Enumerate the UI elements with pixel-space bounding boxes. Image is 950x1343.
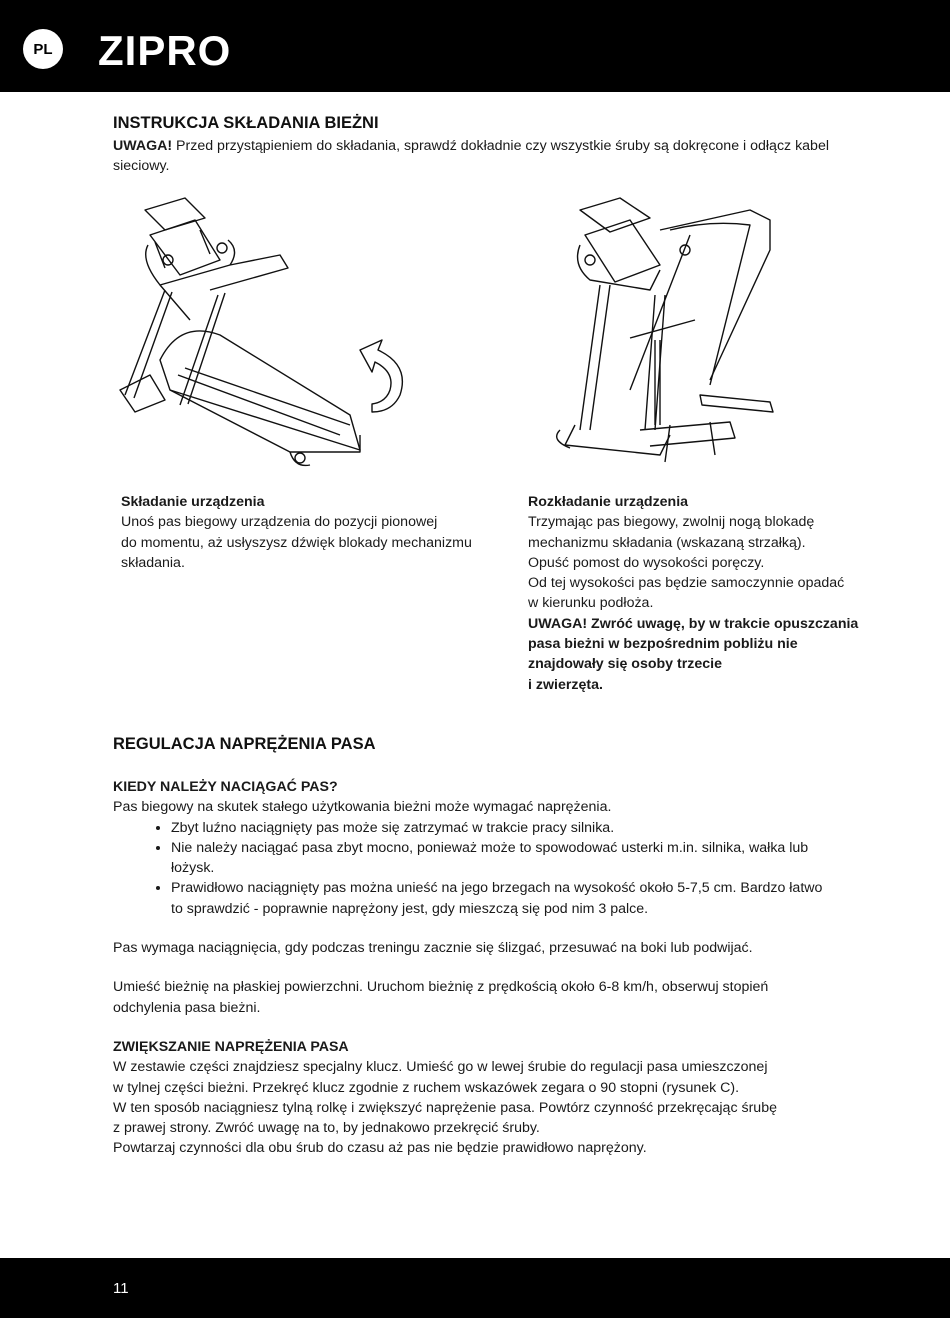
fold-line: składania. [121,554,185,571]
increase-line: W zestawie części znajdziesz specjalny klucz. Umieść go w lewej śrubie do regulacji pasa umieszczonej [113,1059,768,1076]
unfold-line: Trzymając pas biegowy, zwolnij nogą blokadę [528,514,815,531]
increase-line: Powtarzaj czynności dla obu śrub do czasu aż pas nie będzie prawidłowo naprężony. [113,1140,647,1157]
fold-instructions [121,492,472,573]
zipro-logo [98,30,288,70]
tension-intro: Pas biegowy na skutek stałego użytkowania bieżni może wymagać naprężenia. [113,799,612,816]
when-heading: KIEDY NALEŻY NACIĄGAĆ PAS? [113,779,338,795]
increase-heading: ZWIĘKSZANIE NAPRĘŻENIA PASA [113,1038,349,1055]
header-bar [0,0,950,92]
unfold-line: mechanizmu składania (wskazaną strzałką). [528,534,806,551]
unfold-heading: Rozkładanie urządzenia [528,494,689,510]
page-number: 11 [113,1280,129,1297]
unfold-instructions [528,492,873,695]
unfold-line: Opuść pomost do wysokości poręczy. [528,554,765,571]
warning-text: Przed przystąpieniem do składania, sprawdź dokładnie czy wszystkie śruby są dokręcone i odłącz kabel sieciowy. [113,138,829,175]
bullet-item: • Prawidłowo naciągnięty pas można unieść na jego brzegach na wysokość około 5-7,5 cm. Bardzo łatwo to sprawdzić - poprawnie naprężony jest, gdy mieszczą się pod nim 3 palce. [171,878,833,919]
unfold-warning-line: znajdowały się osoby trzecie [528,656,722,673]
fold-line: Unoś pas biegowy urządzenia do pozycji pionowej [121,514,438,531]
footer-bar [0,1258,950,1318]
unfold-line: w kierunku podłoża. [528,595,654,612]
treadmill-illustrations [110,190,840,480]
increase-line: W ten sposób naciągniesz tylną rolkę i zwiększyć naprężenie pasa. Powtórz czynność przekręcając śrubę [113,1099,777,1116]
unfold-line: Od tej wysokości pas będzie samoczynnie opadać [528,575,845,592]
treadmill-unfolded-drawing [120,198,360,465]
unfold-warning-line: UWAGA! Zwróć uwagę, by w trakcie opuszczania [528,615,859,632]
unfold-warning-line: i zwierzęta. [528,676,603,693]
tension-title: REGULACJA NAPRĘŻENIA PASA [113,735,376,753]
folding-intro [113,112,833,177]
increase-line: w tylnej części bieżni. Przekręć klucz zgodnie z ruchem wskazówek zegara o 90 stopni (rysunek C). [113,1079,740,1096]
svg-text:ZIPRO: ZIPRO [98,30,232,70]
belt-tension-section [113,733,833,1159]
fold-heading: Składanie urządzenia [121,494,265,510]
treadmill-folded-drawing [557,198,773,462]
bullet-item: • Zbyt luźno naciągnięty pas może się zatrzymać w trakcie pracy silnika. [171,818,833,838]
slip-paragraph: Pas wymaga naciągnięcia, gdy podczas treningu zacznie się ślizgać, przesuwać na boki lub podwijać. [113,940,753,957]
warning-label: UWAGA! [113,138,173,154]
unfold-warning-line: pasa bieżni w bezpośrednim pobliżu nie [528,636,798,653]
folding-warning [113,136,833,177]
tension-bullets [113,818,833,919]
fold-line: do momentu, aż usłyszysz dźwięk blokady mechanizmu [121,534,472,551]
placement-paragraph: Umieść bieżnię na płaskiej powierzchni. Uruchom bieżnię z prędkością około 6-8 km/h, obserwuj stopień odchylenia pasa bieżni. [113,979,769,1016]
language-badge: PL [23,29,63,69]
folding-title: INSTRUKCJA SKŁADANIA BIEŻNI [113,114,379,132]
increase-line: z prawej strony. Zwróć uwagę na to, by jednakowo przekręcić śruby. [113,1120,540,1137]
bullet-item: • Nie należy naciągać pasa zbyt mocno, ponieważ może to spowodować usterki m.in. silnika, wałka lub łożysk. [171,838,833,879]
fold-arrow-icon [360,340,402,412]
